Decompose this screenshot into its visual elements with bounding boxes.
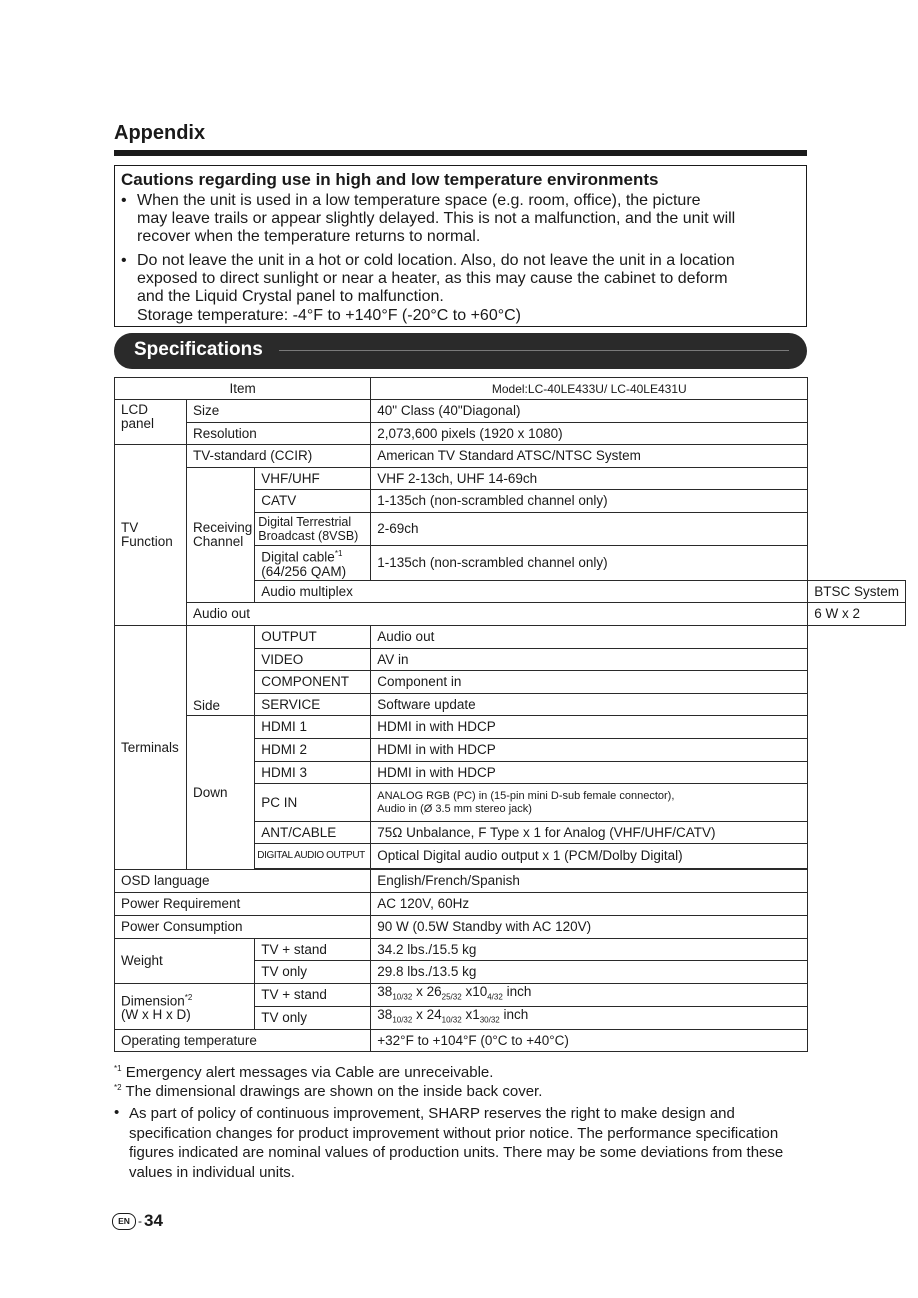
weight-label: Weight [115,939,255,984]
down-label: Down [187,716,255,870]
table-row [115,939,906,961]
service-value: Software update [371,694,808,716]
resolution-value: 2,073,600 pixels (1920 x 1080) [371,423,808,445]
dim-d-frac: 4/32 [487,992,503,1002]
caution-item-1-line: may leave trails or appear slightly delayed. This is not a malfunction, and the unit will [137,210,736,228]
operating-temperature-value: +32°F to +104°F (0°C to +40°C) [371,1030,808,1052]
size-label: Size [187,400,371,423]
appendix-title: Appendix [114,122,206,144]
catv-value: 1-135ch (non-scrambled channel only) [371,490,808,513]
weight-stand-value: 34.2 lbs./15.5 kg [371,939,808,961]
footnote-1-mark: *1 [114,1064,122,1073]
pc-in-value-line: ANALOG RGB (PC) in (15-pin mini D-sub female connector), [377,789,675,802]
dim-unit: inch [503,1007,529,1023]
dim-w-frac: 10/32 [392,992,413,1002]
vhf-uhf-label: VHF/UHF [255,468,371,490]
footnote-ref-2: *2 [184,992,193,1002]
tv-function-label [115,445,187,626]
caution-item-2-line: Do not leave the unit in a hot or cold location. Also, do not leave the unit in a location [137,252,735,269]
table-row [115,603,906,626]
ant-cable-value: 75Ω Unbalance, F Type x 1 for Analog (VHF/UHF/CATV) [371,822,808,844]
dim-x: x [416,1007,423,1023]
size-value: 40" Class (40"Diagonal) [371,400,808,423]
digital-terrestrial-value: 2-69ch [371,513,808,546]
table-row [115,468,906,490]
disclaimer-text [129,1104,809,1182]
banner-line [279,350,789,351]
table-row [115,445,906,468]
page-dash: - [138,1214,142,1228]
dimension-only-value [371,1007,808,1030]
footnote-ref-1: *1 [334,549,343,559]
operating-temperature-label: Operating temperature [115,1030,371,1052]
power-requirement-label: Power Requirement [115,893,371,916]
specifications-table [114,377,906,1052]
receiving-channel-label-line: Channel [193,534,244,549]
table-row [115,716,906,739]
audio-out-value: 6 W x 2 [808,603,906,626]
lcd-panel-label-line: panel [121,416,155,431]
dim-h-frac: 10/32 [441,1015,462,1025]
digital-cable-label-line [261,547,364,565]
caution-box [114,165,807,327]
digital-audio-output-value: Optical Digital audio output x 1 (PCM/Dolby Digital) [371,844,808,869]
table-row [115,893,906,916]
receiving-channel-label-line: Receiving [193,520,253,535]
osd-language-label: OSD language [115,870,371,893]
dimension-label [115,984,255,1030]
dim-d-frac: 30/32 [479,1015,500,1025]
page-number [112,1211,163,1231]
disclaimer-line: values in individual units. [129,1163,295,1181]
hdmi1-value: HDMI in with HDCP [371,716,808,739]
specifications-title: Specifications [134,339,263,360]
digital-audio-output-label: DIGITAL AUDIO OUTPUT [255,844,371,869]
video-label: VIDEO [255,649,371,671]
tv-standard-value: American TV Standard ATSC/NTSC System [371,445,808,468]
video-value: AV in [371,649,808,671]
dimension-only-label: TV only [255,1007,371,1030]
footnote-1 [114,1064,493,1081]
resolution-label: Resolution [187,423,371,445]
caution-item-1-line: recover when the temperature returns to normal. [137,228,481,246]
table-row [115,400,906,423]
caution-item-2 [137,252,805,325]
power-requirement-value: AC 120V, 60Hz [371,893,808,916]
table-row [115,1030,906,1052]
digital-cable-label-line: (64/256 QAM) [261,563,347,579]
disclaimer-bullet: • [114,1104,120,1121]
dimension-text: Dimension [121,993,185,1009]
hdmi1-label: HDMI 1 [255,716,371,739]
weight-stand-label: TV + stand [255,939,371,961]
caution-bullet-1: • [121,192,127,209]
digital-cable-value: 1-135ch (non-scrambled channel only) [371,546,808,581]
output-label: OUTPUT [255,626,371,649]
caution-item-2-line: exposed to direct sunlight or near a heater, as this may cause the cabinet to deform [137,270,728,288]
table-row [115,870,906,893]
header-item: Item [115,378,371,400]
side-label: Side [187,626,255,716]
ant-cable-label: ANT/CABLE [255,822,371,844]
storage-temperature: Storage temperature: -4°F to +140°F (-20°C to +60°C) [137,306,521,324]
caution-item-1-line: When the unit is used in a low temperature space (e.g. room, office), the picture [137,192,701,209]
caution-item-1 [137,192,805,247]
page-number-value: 34 [144,1211,163,1230]
dimension-stand-label: TV + stand [255,984,371,1007]
caution-bullet-2: • [121,252,127,269]
service-label: SERVICE [255,694,371,716]
dimension-label-line: (W x H x D) [121,1007,191,1023]
footnote-1-text: Emergency alert messages via Cable are unreceivable. [125,1064,494,1081]
osd-language-value: English/French/Spanish [371,870,808,893]
component-label: COMPONENT [255,671,371,694]
digital-cable-label [255,546,371,581]
caution-title: Cautions regarding use in high and low temperature environments [121,170,659,189]
dimension-stand-value [371,984,808,1007]
dim-h-frac: 25/32 [441,992,462,1002]
hdmi2-value: HDMI in with HDCP [371,739,808,762]
dim-h: 24 [426,1007,442,1023]
header-model: Model:LC-40LE433U/ LC-40LE431U [371,378,808,400]
footnote-2-text: The dimensional drawings are shown on the inside back cover. [125,1083,543,1100]
weight-only-label: TV only [255,961,371,984]
table-row [115,423,906,445]
hdmi2-label: HDMI 2 [255,739,371,762]
hdmi3-value: HDMI in with HDCP [371,762,808,784]
digital-terrestrial-label [255,513,371,546]
pc-in-value-line: Audio in (Ø 3.5 mm stereo jack) [377,802,532,815]
power-consumption-value: 90 W (0.5W Standby with AC 120V) [371,916,808,939]
audio-multiplex-label: Audio multiplex [255,581,808,603]
dim-x: x [416,984,423,1000]
lcd-panel-label-line: LCD [121,402,149,417]
footnote-2-mark: *2 [114,1083,122,1092]
dim-d: x1 [465,1007,480,1023]
appendix-rule [114,150,807,156]
component-value: Component in [371,671,808,694]
dim-h: 26 [426,984,442,1000]
audio-out-label: Audio out [187,603,808,626]
disclaimer-line: specification changes for product improvement without prior notice. The performance specification [129,1124,779,1142]
catv-label: CATV [255,490,371,513]
receiving-channel-label [187,468,255,603]
dim-w: 38 [377,984,393,1000]
pc-in-label: PC IN [255,784,371,822]
dim-unit: inch [506,984,532,1000]
specifications-banner [114,333,807,369]
lcd-panel-label [115,400,187,445]
dim-w: 38 [377,1007,393,1023]
disclaimer-line: As part of policy of continuous improvement, SHARP reserves the right to make design and [129,1105,735,1122]
dimension-label-line [121,991,248,1009]
table-row [115,984,906,1007]
footnote-2 [114,1083,542,1100]
terminals-label: Terminals [115,626,187,870]
disclaimer-line: figures indicated are nominal values of production units. There may be some deviations from these [129,1144,784,1161]
hdmi3-label: HDMI 3 [255,762,371,784]
table-row [115,378,906,400]
tv-standard-label: TV-standard (CCIR) [187,445,371,468]
vhf-uhf-value: VHF 2-13ch, UHF 14-69ch [371,468,808,490]
weight-only-value: 29.8 lbs./13.5 kg [371,961,808,984]
dim-w-frac: 10/32 [392,1015,413,1025]
digital-terrestrial-label-line: Digital Terrestrial [258,515,352,529]
tv-function-label-line: Function [121,534,173,549]
tv-function-label-line: TV [121,520,139,535]
audio-multiplex-value: BTSC System [808,581,906,603]
pc-in-value [371,784,808,822]
caution-item-2-line: and the Liquid Crystal panel to malfunction. [137,288,444,306]
digital-cable-text: Digital cable [261,549,335,565]
table-row [115,626,906,649]
output-value: Audio out [371,626,808,649]
table-row [115,916,906,939]
dim-d: x10 [465,984,488,1000]
language-badge: EN [112,1213,136,1230]
digital-terrestrial-label-line: Broadcast (8VSB) [258,529,359,543]
power-consumption-label: Power Consumption [115,916,371,939]
